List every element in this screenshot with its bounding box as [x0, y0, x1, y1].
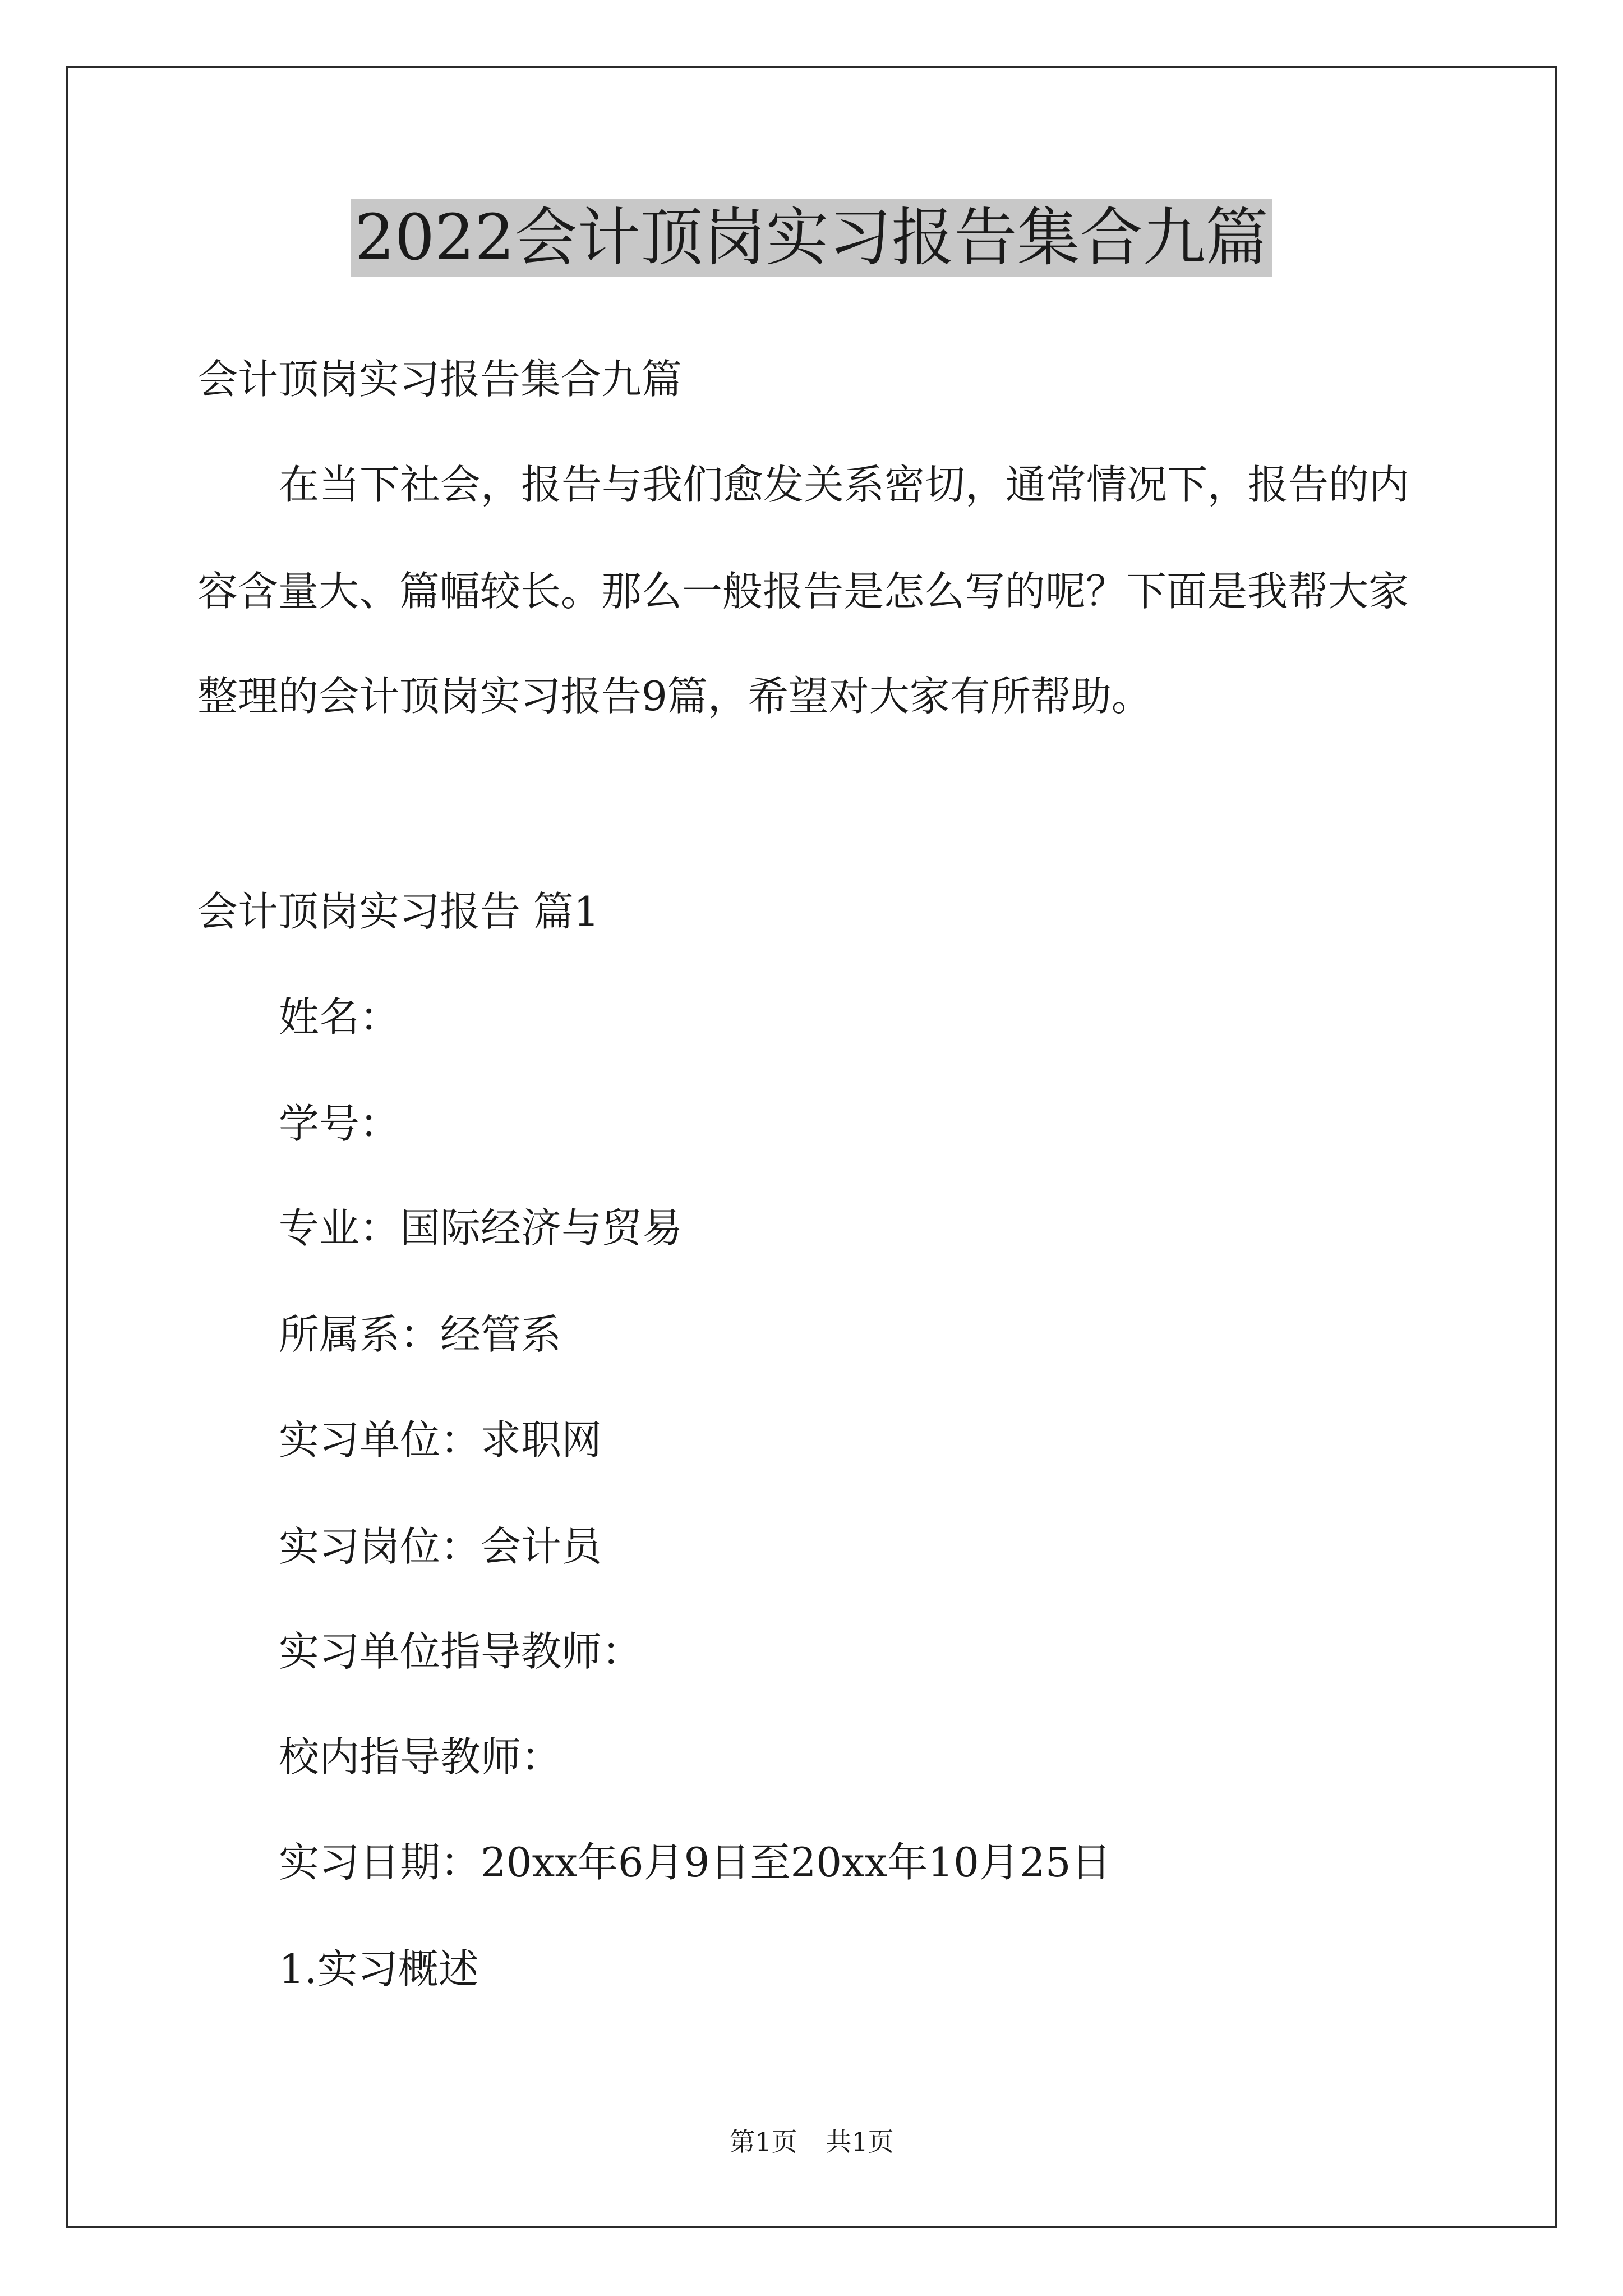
page-number-total: 共1页	[826, 2127, 894, 2157]
field-school-advisor: 校内指导教师：	[279, 1733, 562, 1780]
field-department: 所属系：经管系	[279, 1311, 562, 1358]
field-unit-advisor: 实习单位指导教师：	[279, 1628, 643, 1675]
field-intern-post: 实习岗位：会计员	[279, 1523, 602, 1570]
page-footer	[0, 2125, 1623, 2159]
field-major: 专业：国际经济与贸易	[279, 1204, 683, 1251]
document-title: 2022会计顶岗实习报告集合九篇	[351, 199, 1271, 277]
page-number-current: 第1页	[729, 2127, 797, 2157]
section-heading: 会计顶岗实习报告 篇1	[197, 888, 600, 935]
intro-line-2: 容含量大、篇幅较长。那么一般报告是怎么写的呢？下面是我帮大家	[197, 568, 1409, 615]
intro-line-1: 在当下社会，报告与我们愈发关系密切，通常情况下，报告的内	[279, 461, 1410, 508]
field-intern-unit: 实习单位：求职网	[279, 1416, 602, 1464]
section-overview-heading: 1.实习概述	[279, 1945, 479, 1993]
subtitle: 会计顶岗实习报告集合九篇	[197, 356, 683, 403]
intro-line-3: 整理的会计顶岗实习报告9篇，希望对大家有所帮助。	[197, 673, 1152, 720]
field-student-id: 学号：	[279, 1100, 400, 1147]
field-name: 姓名：	[279, 993, 400, 1041]
field-intern-dates: 实习日期：20xx年6月9日至20xx年10月25日	[279, 1839, 1112, 1886]
title-container	[0, 199, 1623, 277]
